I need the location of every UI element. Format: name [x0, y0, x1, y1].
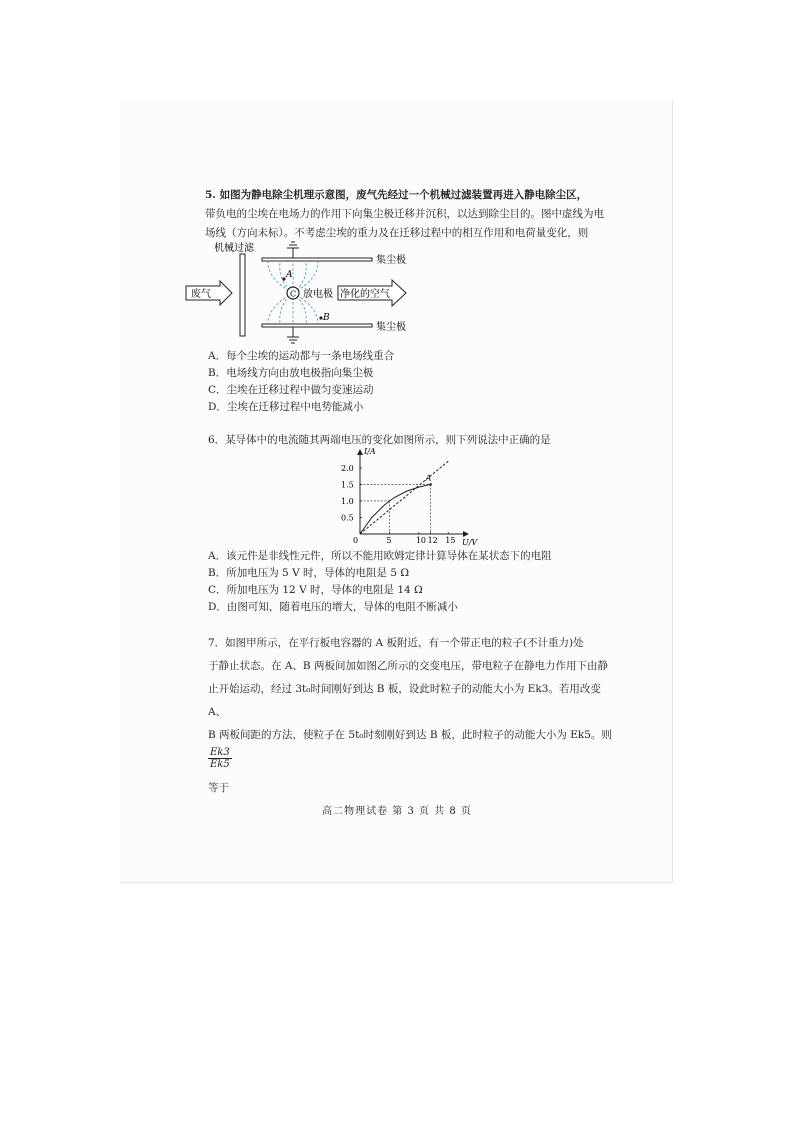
discharge-label: 放电极 — [303, 289, 333, 300]
q7-stem — [208, 632, 618, 800]
x-tick-label: 15 — [445, 536, 456, 545]
y-tick-label: 2.0 — [341, 463, 354, 473]
q7-line-1: 7．如图甲所示，在平行板电容器的 A 板附近，有一个带正电的粒子(不计重力)处 — [208, 637, 584, 649]
q5-options — [208, 348, 394, 416]
x-tick-label: 5 — [386, 536, 392, 545]
collector-plate-top — [262, 258, 372, 261]
fraction-numerator: Ek3 — [210, 747, 230, 758]
q5-figure — [180, 238, 420, 348]
iv-curve-solid — [360, 484, 431, 534]
q6-options — [208, 548, 552, 616]
q5-option-a: A．每个尘埃的运动都与一条电场线重合 — [208, 350, 395, 362]
svg-text:C: C — [290, 289, 297, 299]
q5-option-c: C．尘埃在迁移过程中做匀变速运动 — [208, 384, 374, 396]
inlet-label: 废气 — [191, 289, 211, 300]
x-axis-label: U/V — [462, 538, 478, 547]
point-a-marker — [429, 483, 432, 486]
q5-line-3: 场线（方向未标）。不考虑尘埃的重力及在迁移过程中的相互作用和电荷量变化，则 — [205, 227, 589, 239]
outlet-label: 净化的空气 — [340, 289, 390, 300]
mechanical-filter — [240, 254, 245, 336]
point-a-label: A — [286, 270, 293, 280]
y-tick-label: 1.0 — [341, 496, 354, 506]
point-a-label: A — [425, 473, 432, 483]
q5-line-1: 5. 如图为静电除尘机理示意图，废气先经过一个机械过滤装置再进入静电除尘区， — [205, 189, 588, 201]
q5-stem — [205, 186, 615, 243]
iv-chart — [338, 447, 478, 550]
point-b-label: B — [323, 313, 330, 323]
x-tick-label: 12 — [427, 536, 438, 545]
y-axis-label: I/A — [364, 447, 376, 456]
x-tick-label: 10 — [415, 536, 427, 545]
filter-label: 机械过滤 — [214, 243, 254, 254]
q7-line-4: B 两板间距的方法，使粒子在 5t₀时刻刚好到达 B 板，此时粒子的动能大小为 Ek5。则 $\frac{Ek3}{Ek5}$ — [208, 729, 612, 770]
collector-label-bottom: 集尘极 — [376, 322, 406, 333]
page-footer: 高二物理试卷 第 3 页 共 8 页 — [322, 806, 472, 817]
q6-option-b: B．所加电压为 5 V 时，导体的电阻是 5 Ω — [208, 567, 410, 579]
q6-option-d: D．由图可知，随着电压的增大，导体的电阻不断减小 — [208, 601, 458, 613]
collector-label-top: 集尘极 — [376, 255, 406, 266]
q6-option-a: A．该元件是非线性元件，所以不能用欧姆定律计算导体在某状态下的电阻 — [208, 550, 552, 562]
q7-line-2: 于静止状态。在 A、B 两板间加如图乙所示的交变电压，带电粒子在静电力作用下由静 — [208, 660, 608, 672]
y-tick-label: 0.5 — [341, 513, 354, 523]
collector-plate-bottom — [262, 324, 372, 327]
q6-option-c: C．所加电压为 12 V 时，导体的电阻是 14 Ω — [208, 584, 423, 596]
iv-line-dashed — [360, 461, 448, 534]
origin-label: 0 — [353, 536, 359, 545]
q5-line-2: 带负电的尘埃在电场力的作用下向集尘极迁移并沉积，以达到除尘目的。图中虚线为电 — [205, 208, 604, 220]
q5-option-d: D．尘埃在迁移过程中电势能减小 — [208, 401, 364, 413]
fraction-denominator: Ek5 — [210, 759, 230, 770]
q7-line-5: 等于 — [208, 781, 229, 794]
energy-ratio-fraction — [208, 747, 232, 770]
q7-line-3: 止开始运动，经过 3t₀时间刚好到达 B 板，设此时粒子的动能大小为 Ek3。若用改变 A、 — [208, 683, 601, 718]
y-tick-label: 1.5 — [341, 480, 354, 490]
q5-option-b: B．电场线方向由放电极指向集尘极 — [208, 367, 374, 379]
q6-stem: 6．某导体中的电流随其两端电压的变化如图所示，则下列说法中正确的是 — [208, 434, 551, 446]
